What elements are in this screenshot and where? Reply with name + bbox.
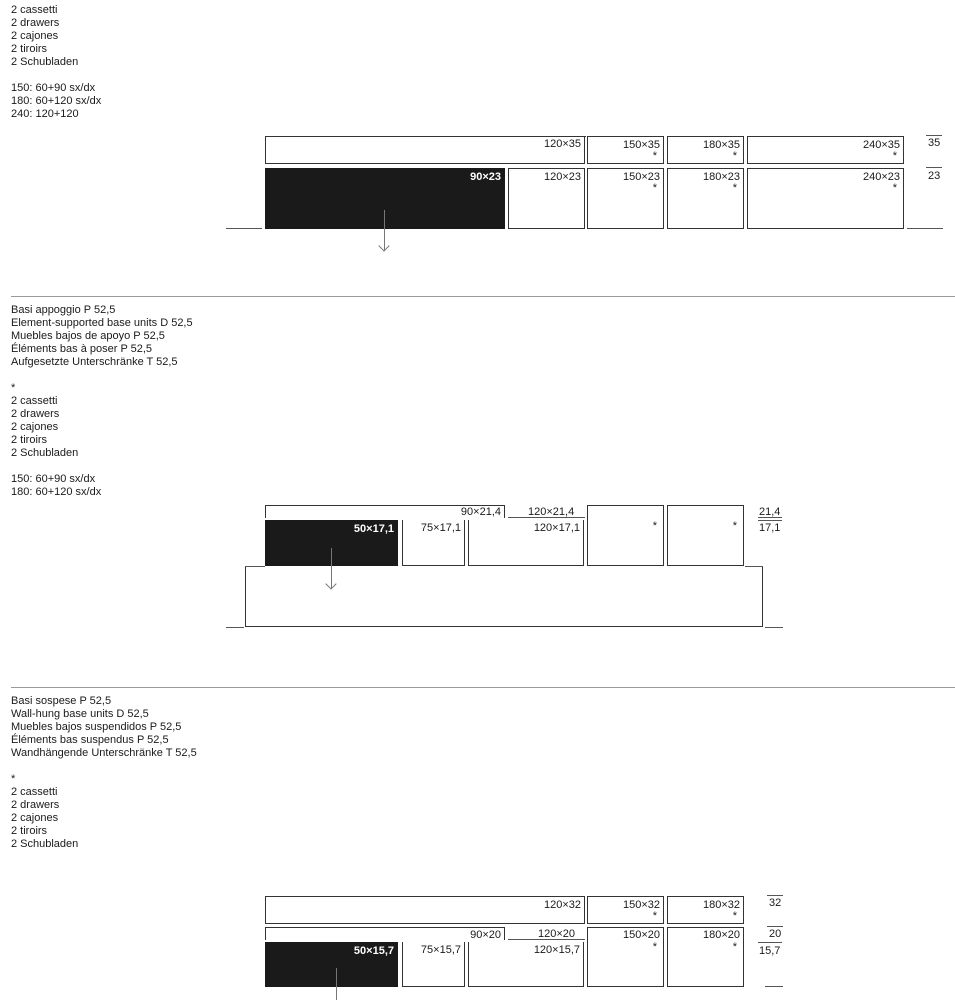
dimension-line: 150: 60+90 sx/dx bbox=[11, 473, 96, 485]
cabinet-box bbox=[508, 168, 585, 229]
size-label: 90×20 bbox=[470, 929, 501, 941]
size-label: 120×20 bbox=[538, 928, 576, 940]
cabinet-box bbox=[587, 927, 664, 987]
text-line: Basi appoggio P 52,5 bbox=[11, 304, 116, 316]
star-mark: * bbox=[732, 182, 737, 194]
dimension-line: 180: 60+120 sx/dx bbox=[11, 95, 102, 107]
star-mark: * bbox=[652, 182, 657, 194]
size-label: 120×35 bbox=[543, 138, 581, 150]
size-label: 180×23 bbox=[702, 171, 740, 183]
size-label: 180×20 bbox=[702, 929, 740, 941]
side-height-label: 35 bbox=[928, 137, 941, 149]
cabinet-box bbox=[587, 168, 664, 229]
star-mark: * bbox=[732, 941, 737, 953]
star-mark: * bbox=[892, 182, 897, 194]
text-line: 2 cajones bbox=[11, 421, 59, 433]
side-height-label: 15,7 bbox=[759, 945, 781, 957]
text-line: 2 Schubladen bbox=[11, 838, 79, 850]
text-line: 2 tiroirs bbox=[11, 434, 48, 446]
support-base bbox=[245, 566, 763, 627]
size-label: 150×32 bbox=[622, 899, 660, 911]
cabinet-box bbox=[587, 505, 664, 566]
size-label: 75×17,1 bbox=[420, 522, 461, 534]
text-line: 2 tiroirs bbox=[11, 43, 48, 55]
cabinet-box bbox=[265, 505, 505, 518]
cabinet-box bbox=[468, 942, 584, 987]
size-label: 75×15,7 bbox=[420, 944, 461, 956]
text-line: Aufgesetzte Unterschränke T 52,5 bbox=[11, 356, 178, 368]
star-mark: * bbox=[652, 520, 657, 532]
cabinet-box bbox=[265, 136, 585, 164]
size-label: 120×15,7 bbox=[533, 944, 580, 956]
floor-line bbox=[765, 986, 783, 987]
dimension-line: 240: 120+120 bbox=[11, 108, 79, 120]
size-label: 90×23 bbox=[470, 171, 501, 183]
text-line: Element-supported base units D 52,5 bbox=[11, 317, 193, 329]
size-label: 50×15,7 bbox=[353, 945, 394, 957]
star-mark: * bbox=[652, 910, 657, 922]
floor-line bbox=[907, 228, 943, 229]
side-height-label: 21,4 bbox=[759, 506, 781, 518]
floor-line bbox=[765, 627, 783, 628]
star-mark: * bbox=[652, 150, 657, 162]
arrow-down-icon bbox=[378, 240, 389, 251]
section-divider bbox=[11, 687, 955, 688]
size-label: 180×35 bbox=[702, 139, 740, 151]
text-line: 2 tiroirs bbox=[11, 825, 48, 837]
text-line: Muebles bajos suspendidos P 52,5 bbox=[11, 721, 182, 733]
text-line: Wandhängende Unterschränke T 52,5 bbox=[11, 747, 197, 759]
floor-line bbox=[226, 228, 262, 229]
arrow-line bbox=[336, 968, 337, 1000]
cabinet-box bbox=[747, 168, 904, 229]
text-line: Muebles bajos de apoyo P 52,5 bbox=[11, 330, 165, 342]
cabinet-box bbox=[587, 136, 664, 164]
side-height-label: 32 bbox=[769, 897, 782, 909]
size-label: 150×35 bbox=[622, 139, 660, 151]
cabinet-box bbox=[402, 520, 465, 566]
text-line: 2 drawers bbox=[11, 799, 60, 811]
cabinet-box-highlighted bbox=[265, 168, 505, 229]
cabinet-box bbox=[667, 168, 744, 229]
size-label: 90×21,4 bbox=[460, 506, 501, 518]
text-line: Éléments bas suspendus P 52,5 bbox=[11, 734, 169, 746]
dimension-line: 150: 60+90 sx/dx bbox=[11, 82, 96, 94]
cabinet-box bbox=[667, 896, 744, 924]
star-mark: * bbox=[732, 150, 737, 162]
cabinet-box bbox=[265, 896, 585, 924]
star-mark: * bbox=[892, 150, 897, 162]
floor-line bbox=[226, 627, 244, 628]
text-line: 2 cassetti bbox=[11, 395, 58, 407]
cabinet-box bbox=[265, 927, 505, 940]
size-label: 120×17,1 bbox=[533, 522, 580, 534]
star-mark: * bbox=[732, 910, 737, 922]
text-line: 2 cajones bbox=[11, 812, 59, 824]
cabinet-box bbox=[468, 520, 584, 566]
text-line: 2 drawers bbox=[11, 17, 60, 29]
text-line: Basi sospese P 52,5 bbox=[11, 695, 112, 707]
side-height-label: 23 bbox=[928, 170, 941, 182]
size-label: 50×17,1 bbox=[353, 523, 394, 535]
size-label: 150×23 bbox=[622, 171, 660, 183]
size-label: 150×20 bbox=[622, 929, 660, 941]
cabinet-box bbox=[667, 927, 744, 987]
star-mark: * bbox=[11, 773, 16, 785]
section1-text bbox=[11, 4, 101, 121]
text-line: 2 cajones bbox=[11, 30, 59, 42]
text-line: 2 Schubladen bbox=[11, 56, 79, 68]
cabinet-box bbox=[667, 136, 744, 164]
star-mark: * bbox=[732, 520, 737, 532]
text-line: Éléments bas à poser P 52,5 bbox=[11, 343, 153, 355]
cabinet-box bbox=[667, 505, 744, 566]
size-label: 240×35 bbox=[862, 139, 900, 151]
text-line: 2 cassetti bbox=[11, 786, 58, 798]
cabinet-box bbox=[747, 136, 904, 164]
size-label: 120×21,4 bbox=[528, 506, 575, 518]
size-label: 120×32 bbox=[543, 899, 581, 911]
cabinet-box bbox=[587, 896, 664, 924]
text-line: Wall-hung base units D 52,5 bbox=[11, 708, 149, 720]
star-mark: * bbox=[11, 382, 16, 394]
size-label: 120×23 bbox=[543, 171, 581, 183]
size-label: 240×23 bbox=[862, 171, 900, 183]
cabinet-box-highlighted bbox=[265, 942, 398, 987]
text-line: 2 drawers bbox=[11, 408, 60, 420]
section2-text bbox=[11, 304, 193, 499]
dimension-line: 180: 60+120 sx/dx bbox=[11, 486, 102, 498]
section-divider bbox=[11, 296, 955, 297]
side-height-label: 17,1 bbox=[759, 522, 781, 534]
text-line: 2 cassetti bbox=[11, 4, 58, 16]
cabinet-box bbox=[402, 942, 465, 987]
section3-text bbox=[11, 695, 197, 851]
size-label: 180×32 bbox=[702, 899, 740, 911]
star-mark: * bbox=[652, 941, 657, 953]
side-height-label: 20 bbox=[769, 928, 782, 940]
text-line: 2 Schubladen bbox=[11, 447, 79, 459]
